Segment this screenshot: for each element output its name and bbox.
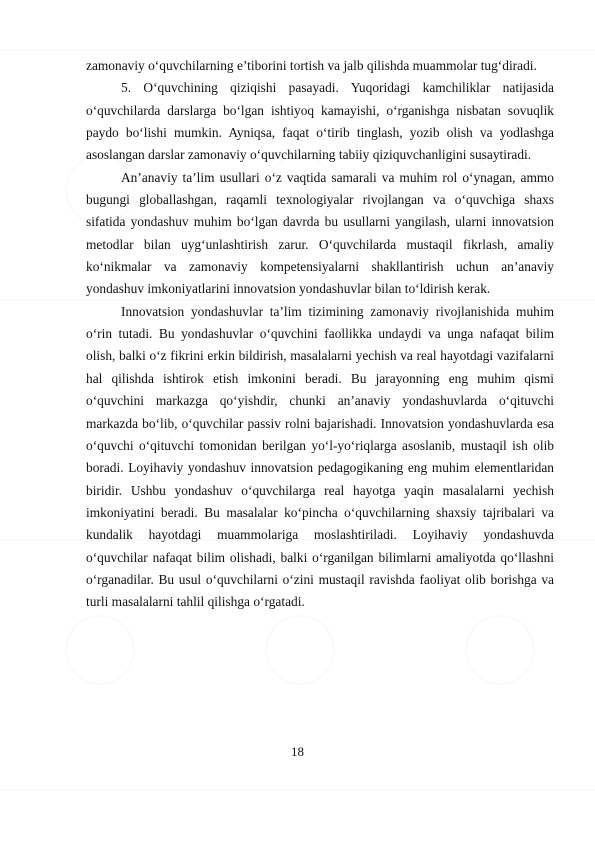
paragraph-continuation: zamonaviy o‘quvchilarning e’tiborini tortish va jalb qilishda muammolar tug‘diradi.	[86, 58, 537, 73]
paragraph-numbered-point-5: 5. O‘quvchining qiziqishi pasayadi. Yuqoridagi kamchiliklar natijasida o‘quvchilarda darslarga bo‘lgan ishtiyoq kamayishi, o‘rganishga nisbatan sovuqlik paydo bo‘lishi mumkin. Ayniqsa, faqat o‘tirib tinglash, yozib olish va yodlashga asoslangan darslar zamonaviy o‘quvchilarning tabiiy qiziquvchanligini susaytiradi.	[86, 80, 554, 163]
page-number: 18	[291, 744, 304, 759]
paragraph-innovative-approaches: Innovatsion yondashuvlar ta’lim tizimining zamonaviy rivojlanishida muhim o‘rin tutadi. Bu yondashuvlar o‘quvchini faollikka undaydi va unga nafaqat bilim olish, balki o‘z fikrini erkin bildirish, masalalarni yechish va real hayotdagi vazifalarni hal qilishda ishtirok etish imkonini beradi. Bu jarayonning eng muhim qismi o‘quvchini markazga qo‘yishdir, chunki an’anaviy yondashuvlarda o‘qituvchi markazda bo‘lib, o‘quvchilar passiv rolni bajarishadi. Innovatsion yondashuvlarda esa o‘quvchi o‘qituvchi tomonidan berilgan yo‘l-yo‘riqlarga asoslanib, mustaqil ish olib boradi. Loyihaviy yondashuv innovatsion pedagogikaning eng muhim elementlaridan biridir. Ushbu yondashuv o‘quvchilarga real hayotga yaqin masalalarni yechish imkoniyatini beradi. Bu masalalar ko‘pincha o‘quvchilarning shaxsiy tajribalari va kundalik hayotdagi muammolariga moslashtiriladi. Loyihaviy yondashuvda o‘quvchilar nafaqat bilim olishadi, balki o‘rganilgan bilimlarni amaliyotda qo‘llashni o‘rganadilar. Bu usul o‘quvchilarni o‘zini mustaqil ravishda faoliyat olib borishga va turli masalalarni tahlil qilishga o‘rgatadi.	[86, 303, 554, 610]
paragraph-traditional-methods: An’anaviy ta’lim usullari o‘z vaqtida samarali va muhim rol o‘ynagan, ammo bugungi globallashgan, raqamli texnologiyalar rivojlangan va o‘quvchiga shaxs sifatida yondashuv muhim bo‘lgan davrda bu usullarni yangilash, ularni innovatsion metodlar bilan uyg‘unlashtirish zarur. O‘quvchilarda mustaqil fikrlash, amaliy ko‘nikmalar va zamonaviy kompetensiyalarni shakllantirish uchun an’anaviy yondashuv imkoniyatlarini innovatsion yondashuvlar bilan to‘ldirish kerak.	[86, 169, 554, 297]
page-body	[86, 55, 554, 614]
